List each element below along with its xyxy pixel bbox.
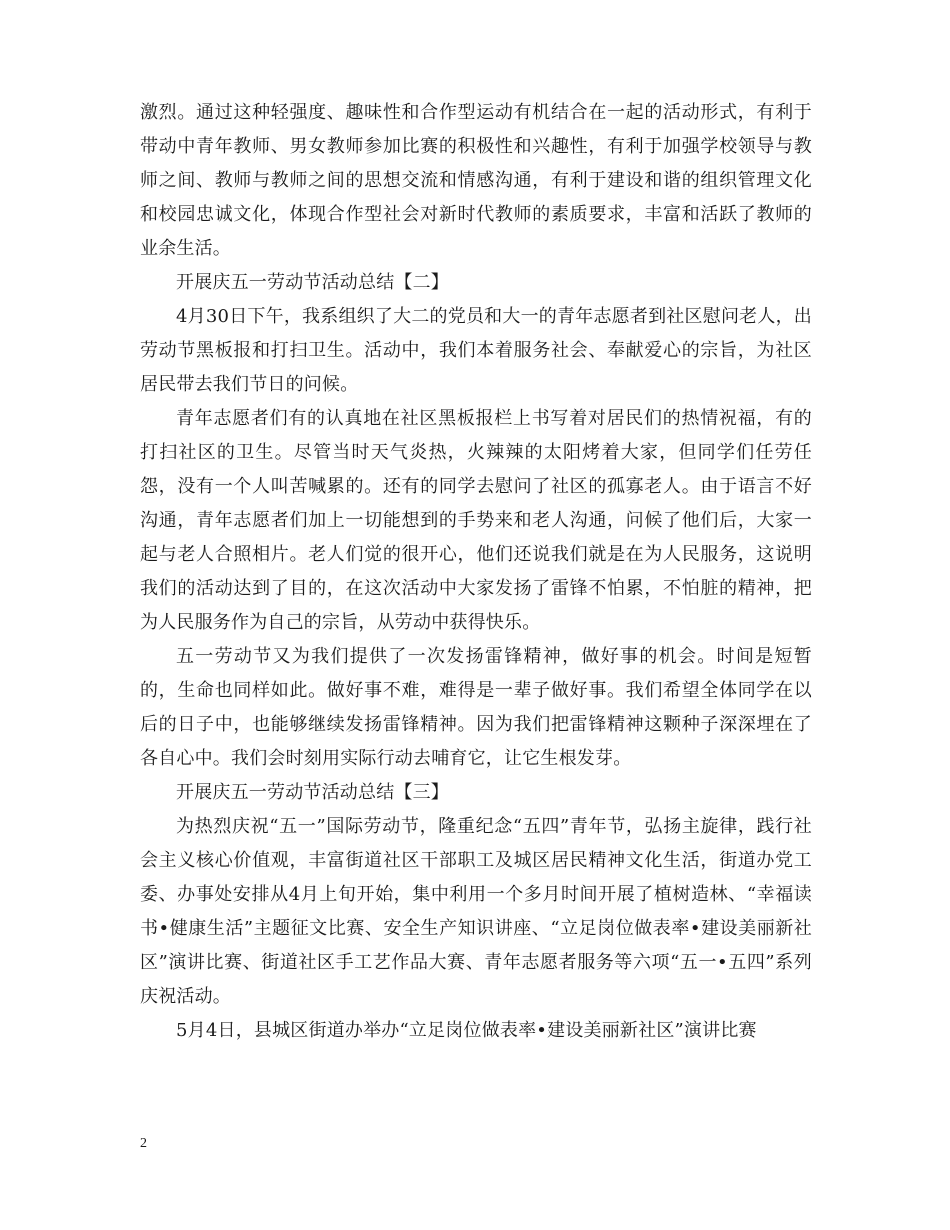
paragraph: 青年志愿者们有的认真地在社区黑板报栏上书写着对居民们的热情祝福，有的打扫社区的卫生。尽管当时天气炎热，火辣辣的太阳烤着大家，但同学们任劳任怨，没有一个人叫苦喊累的。还有的同学去慰问了社区的孤寡老人。由于语言不好沟通，青年志愿者们加上一切能想到的手势来和老人沟通，问候了他们后，大家一起与老人合照相片。老人们觉的很开心，他们还说我们就是在为人民服务，这说明我们的活动达到了目的，在这次活动中大家发扬了雷锋不怕累，不怕脏的精神，把为人民服务作为自己的宗旨，从劳动中获得快乐。 [140,408,812,633]
section-heading-two: 开展庆五一劳动节活动总结【二】 [176,272,449,293]
section-heading-three: 开展庆五一劳动节活动总结【三】 [176,782,449,803]
paragraph: 五一劳动节又为我们提供了一次发扬雷锋精神，做好事的机会。时间是短暂的，生命也同样如此。做好事不难，难得是一辈子做好事。我们希望全体同学在以后的日子中，也能够继续发扬雷锋精神。因为我们把雷锋精神这颗种子深深埋在了各自心中。我们会时刻用实际行动去哺育它，让它生根发芽。 [140,646,812,769]
paragraph-continuation: 激烈。通过这种轻强度、趣味性和合作型运动有机结合在一起的活动形式，有利于带动中青年教师、男女教师参加比赛的积极性和兴趣性，有利于加强学校领导与教师之间、教师与教师之间的思想交流和情感沟通，有利于建设和谐的组织管理文化和校园忠诚文化，体现合作型社会对新时代教师的素质要求，丰富和活跃了教师的业余生活。 [140,102,812,259]
paragraph: 5月4日，县城区街道办举办“立足岗位做表率•建设美丽新社区”演讲比赛 [176,1020,757,1041]
page-number: 2 [140,1136,147,1151]
paragraph: 为热烈庆祝“五一”国际劳动节，隆重纪念“五四”青年节，弘扬主旋律，践行社会主义核心价值观，丰富街道社区干部职工及城区居民精神文化生活，街道办党工委、办事处安排从4月上旬开始，集中利用一个多月时间开展了植树造林、“幸福读书•健康生活”主题征文比赛、安全生产知识讲座、“立足岗位做表率•建设美丽新社区”演讲比赛、街道社区手工艺作品大赛、青年志愿者服务等六项“五一•五四”系列庆祝活动。 [140,816,812,1007]
document-body [140,96,812,1048]
paragraph: 4月30日下午，我系组织了大二的党员和大一的青年志愿者到社区慰问老人，出劳动节黑板报和打扫卫生。活动中，我们本着服务社会、奉献爱心的宗旨，为社区居民带去我们节日的问候。 [140,306,812,395]
